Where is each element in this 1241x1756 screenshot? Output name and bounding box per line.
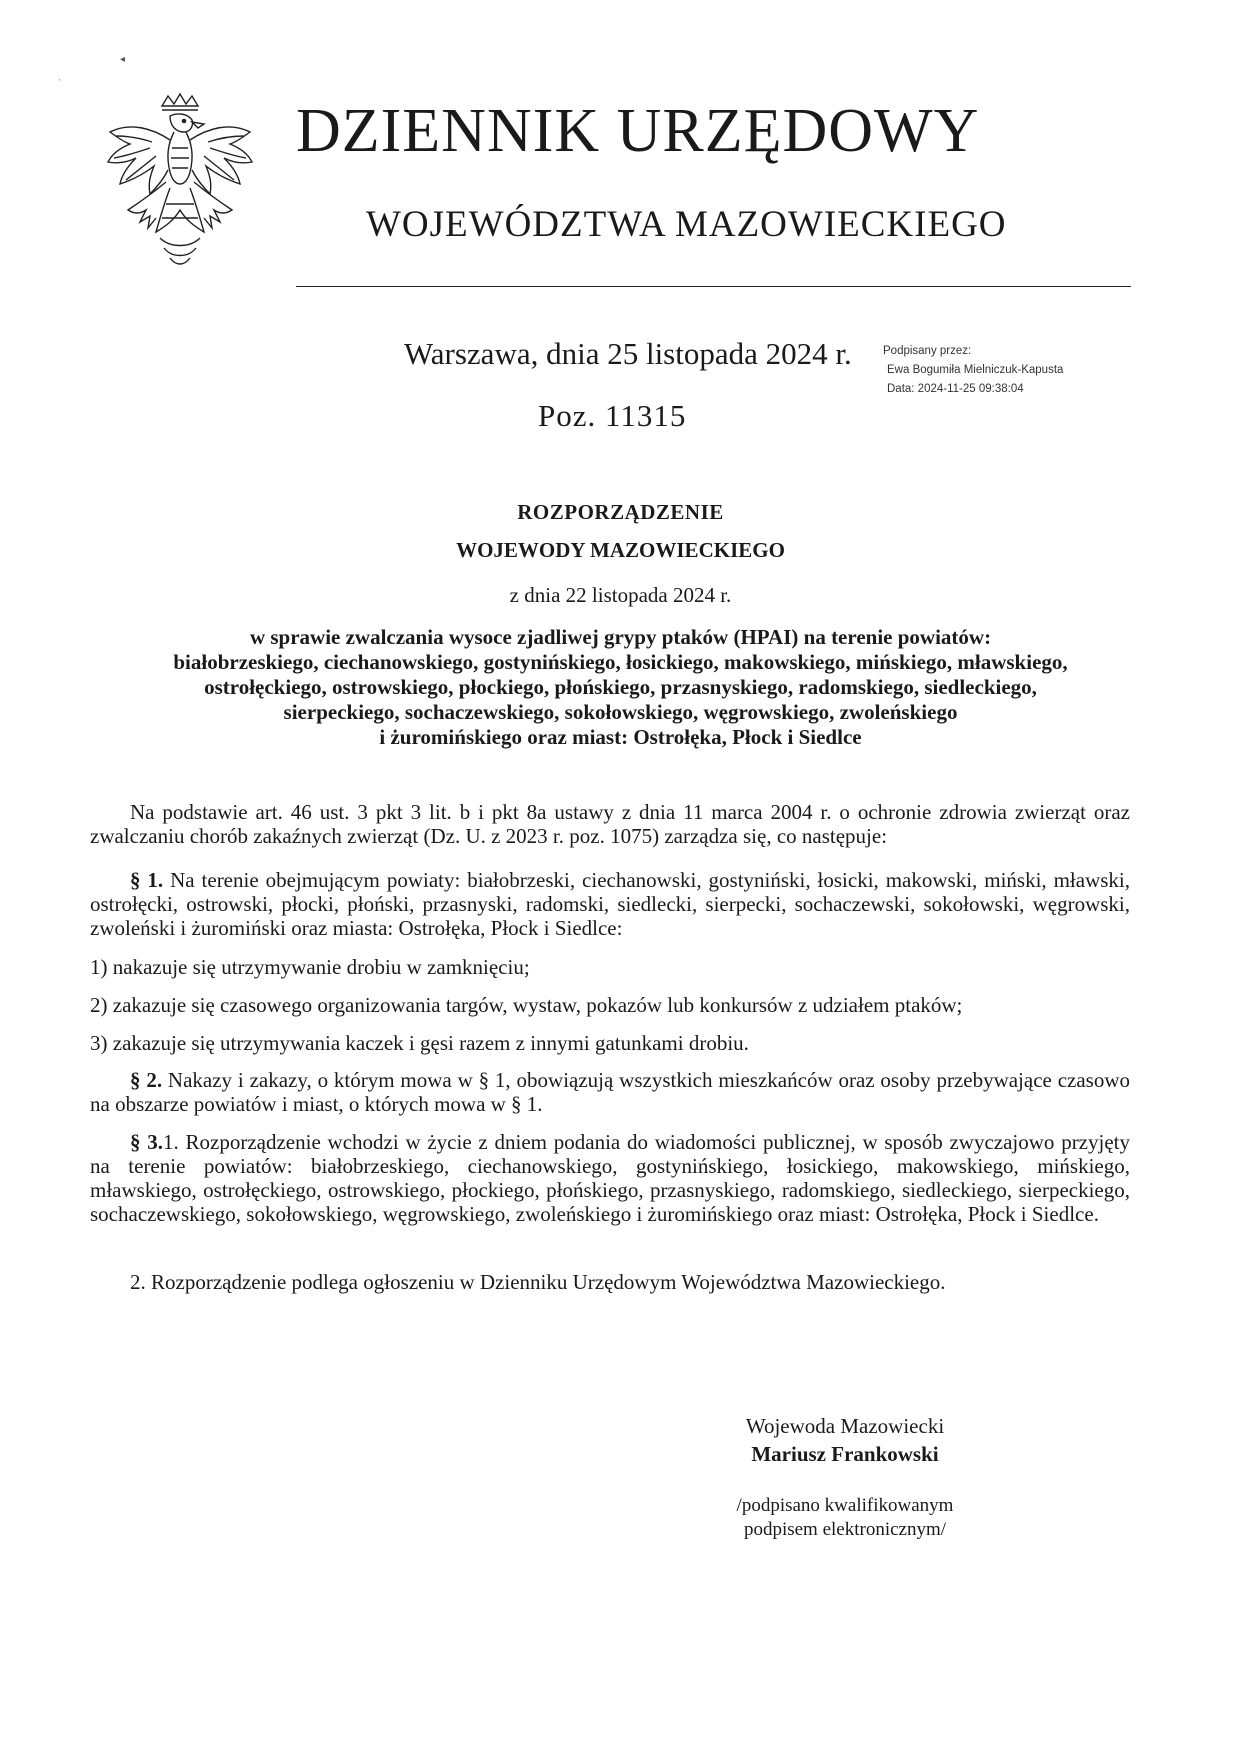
section-3-mark: § 3. <box>130 1130 164 1154</box>
list-item <box>90 955 1130 979</box>
act-subject-line: w sprawie zwalczania wysoce zjadliwej grypy ptaków (HPAI) na terenie powiatów: <box>249 625 992 649</box>
act-subject-line: ostrołęckiego, ostrowskiego, płockiego, płońskiego, przasnyskiego, radomskiego, siedleckiego, <box>204 675 1037 699</box>
journal-subtitle: WOJEWÓDZTWA MAZOWIECKIEGO <box>366 204 1007 245</box>
electronic-signature-stamp <box>883 342 1063 399</box>
signer-name: Mariusz Frankowski <box>751 1442 939 1466</box>
section-2 <box>90 1068 1130 1116</box>
signature-stamp-name: Ewa Bogumiła Mielniczuk-Kapusta <box>887 364 1064 376</box>
journal-title: DZIENNIK URZĘDOWY <box>296 97 980 165</box>
section-2-text: Nakazy i zakazy, o którym mowa w § 1, obowiązują wszystkich mieszkańców oraz osoby przebywające czasowo na obszarze powiatów i miast, o których mowa w § 1. <box>90 1068 1130 1116</box>
signer-role: Wojewoda Mazowiecki <box>745 1414 945 1438</box>
act-subject-line: białobrzeskiego, ciechanowskiego, gostynińskiego, łosickiego, makowskiego, mińskiego, mławskiego, <box>173 650 1068 674</box>
act-issuer: WOJEWODY MAZOWIECKIEGO <box>456 538 785 562</box>
preamble-text: Na podstawie art. 46 ust. 3 pkt 3 lit. b i pkt 8a ustawy z dnia 11 marca 2004 r. o ochronie zdrowia zwierząt oraz zwalczaniu chorób zakaźnych zwierząt (Dz. U. z 2023 r. poz. 1075) zarządza się, co następuje: <box>90 800 1130 848</box>
section-3-text: 1. Rozporządzenie wchodzi w życie z dniem podania do wiadomości publicznej, w sposób zwyczajowo przyjęty na terenie powiatów: białobrzeskiego, ciechanowskiego, gostynińskiego, łosickiego, makowskiego, mińskiego, mławskiego, ostrołęckiego, ostrowskiego, płockiego, płońskiego, przasnyskiego, radomskiego, siedleckiego, sierpeckiego, sochaczewskiego, sokołowskiego, węgrowskiego, zwoleńskiego i żuromińskiego oraz miast: Ostrołęka, Płock i Siedlce. <box>90 1130 1130 1226</box>
signature-stamp-date: Data: 2024-11-25 09:38:04 <box>887 383 1024 395</box>
section-1 <box>90 868 1130 940</box>
signature-note <box>700 1494 990 1542</box>
section-1-mark: § 1. <box>130 868 164 892</box>
list-item <box>90 993 1130 1017</box>
signature-stamp-label: Podpisany przez: <box>883 345 972 357</box>
act-subject-line: i żuromińskiego oraz miast: Ostrołęka, Płock i Siedlce <box>379 725 862 749</box>
signature-note-line: podpisem elektronicznym/ <box>743 1519 947 1540</box>
list-item-text: 1) nakazuje się utrzymywanie drobiu w zamknięciu; <box>90 955 530 979</box>
act-type: ROZPORZĄDZENIE <box>517 500 724 524</box>
position-number: Poz. 11315 <box>538 398 687 433</box>
act-subject-line: sierpeckiego, sochaczewskiego, sokołowskiego, węgrowskiego, zwoleńskiego <box>283 700 958 724</box>
section-3 <box>90 1130 1130 1226</box>
polish-eagle-emblem-icon <box>100 92 260 270</box>
list-item <box>90 1031 1130 1055</box>
list-item-text: 3) zakazuje się utrzymywania kaczek i gęsi razem z innymi gatunkami drobiu. <box>90 1031 749 1055</box>
signature-block <box>700 1412 990 1542</box>
signature-note-line: /podpisano kwalifikowanym <box>736 1495 954 1516</box>
section-3-point-2 <box>90 1270 1130 1294</box>
section-2-mark: § 2. <box>130 1068 163 1092</box>
act-date: z dnia 22 listopada 2024 r. <box>509 583 732 607</box>
place-date: Warszawa, dnia 25 listopada 2024 r. <box>404 336 852 371</box>
scan-mark: ˈ <box>58 78 62 89</box>
section-1-text: Na terenie obejmującym powiaty: białobrzeski, ciechanowski, gostyniński, łosicki, makowski, miński, mławski, ostrołęcki, ostrowski, płocki, płoński, przasnyski, radomski, siedlecki, sierpecki, sochaczewski, sokołowski, węgrowski, zwoleński i żuromiński oraz miasta: Ostrołęka, Płock i Siedlce: <box>90 868 1130 940</box>
preamble <box>90 800 1130 848</box>
act-subject <box>0 625 1241 750</box>
section-3-point-2-text: 2. Rozporządzenie podlega ogłoszeniu w Dzienniku Urzędowym Województwa Mazowieckiego. <box>130 1270 946 1294</box>
list-item-text: 2) zakazuje się czasowego organizowania targów, wystaw, pokazów lub konkursów z udziałem ptaków; <box>90 993 963 1017</box>
scan-mark: ◂ <box>120 54 126 65</box>
header-divider <box>296 286 1131 287</box>
